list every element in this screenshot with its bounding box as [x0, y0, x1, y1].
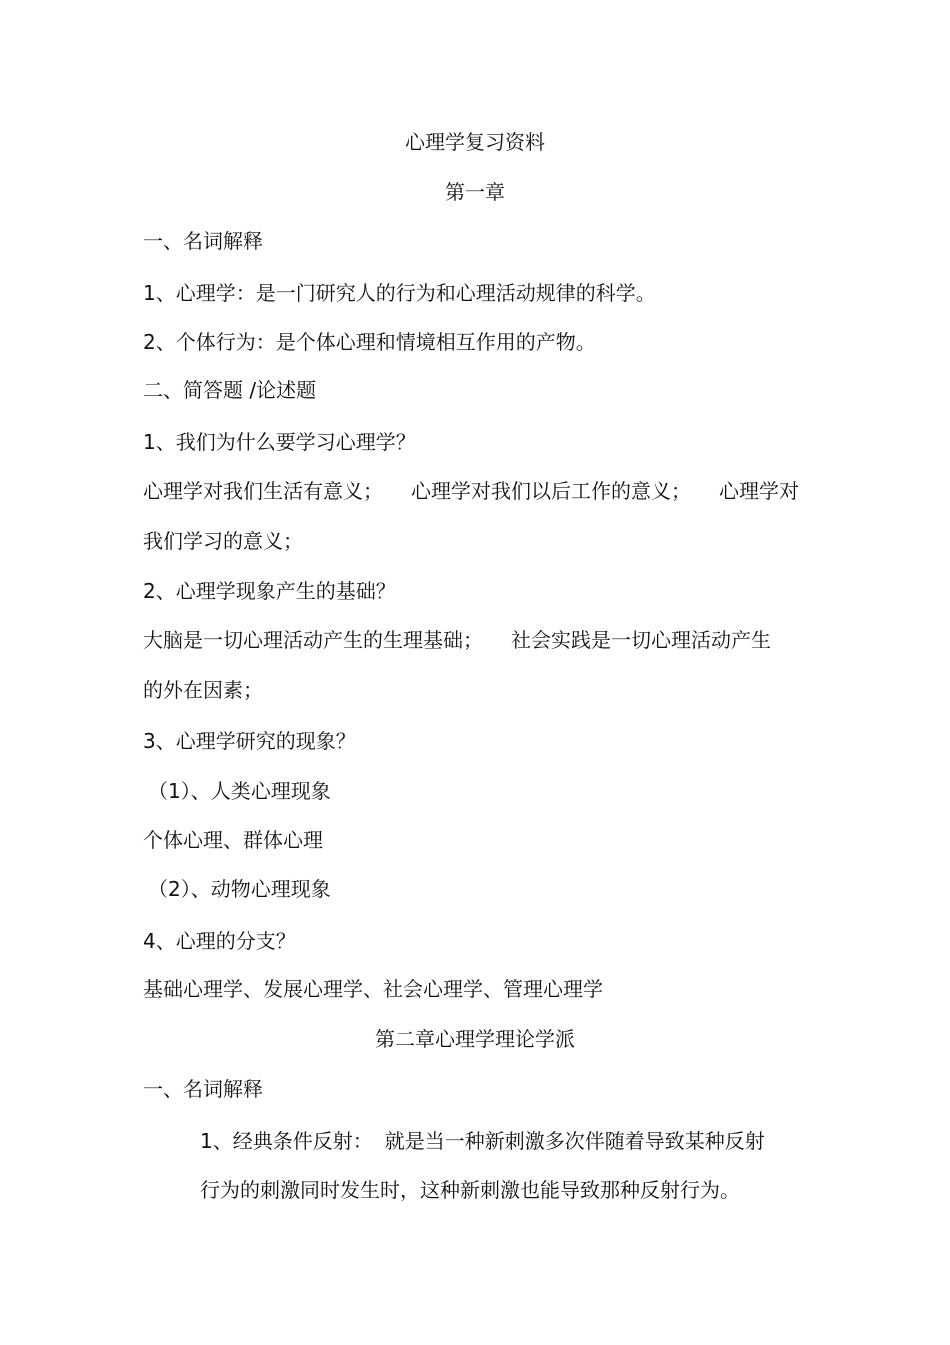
ch1-answer-1-part-2: 心理学对我们以后工作的意义； — [411, 479, 691, 503]
ch1-section-2-heading: 二、简答题 /论述题 — [143, 378, 317, 402]
ch2-definition-1-line-2: 行为的刺激同时发生时，这种新刺激也能导致那种反射行为。 — [200, 1178, 740, 1202]
ch2-definition-1-line-1 — [200, 1129, 765, 1153]
ch1-question-1: 1、我们为什么要学习心理学？ — [143, 430, 416, 454]
ch2-definition-1-text: 就是当一种新刺激多次伴随着导致某种反射 — [384, 1129, 765, 1153]
ch1-answer-2-line-1 — [143, 628, 771, 652]
ch1-definition-2: 2、个体行为：是个体心理和情境相互作用的产物。 — [143, 330, 596, 354]
document-title: 心理学复习资料 — [405, 130, 545, 154]
ch1-answer-4: 基础心理学、发展心理学、社会心理学、管理心理学 — [143, 977, 603, 1001]
ch1-answer-1-part-1: 心理学对我们生活有意义； — [143, 479, 383, 503]
ch1-section-1-heading: 一、名词解释 — [143, 229, 263, 253]
ch1-answer-1-line-2: 我们学习的意义； — [143, 529, 303, 553]
ch1-question-4: 4、心理的分支？ — [143, 929, 296, 953]
ch1-answer-2-part-1: 大脑是一切心理活动产生的生理基础； — [143, 628, 483, 652]
ch1-answer-2-part-2: 社会实践是一切心理活动产生 — [511, 628, 771, 652]
ch1-answer-1-line-1 — [143, 479, 799, 503]
ch2-definition-1-term: 1、经典条件反射： — [200, 1129, 373, 1153]
ch2-section-1-heading: 一、名词解释 — [143, 1077, 263, 1101]
ch1-answer-3-sub-1-detail: 个体心理、群体心理 — [143, 828, 323, 852]
chapter-2-heading: 第二章心理学理论学派 — [375, 1027, 575, 1051]
ch1-answer-2-line-2: 的外在因素； — [143, 678, 263, 702]
ch1-question-3: 3、心理学研究的现象？ — [143, 729, 356, 753]
ch1-answer-3-sub-1: （1）、人类心理现象 — [148, 779, 331, 803]
ch1-definition-1: 1、心理学：是一门研究人的行为和心理活动规律的科学。 — [143, 281, 656, 305]
ch1-answer-1-part-3: 心理学对 — [719, 479, 799, 503]
ch1-answer-3-sub-2: （2）、动物心理现象 — [148, 877, 331, 901]
ch1-question-2: 2、心理学现象产生的基础？ — [143, 579, 396, 603]
chapter-1-heading: 第一章 — [445, 180, 505, 204]
